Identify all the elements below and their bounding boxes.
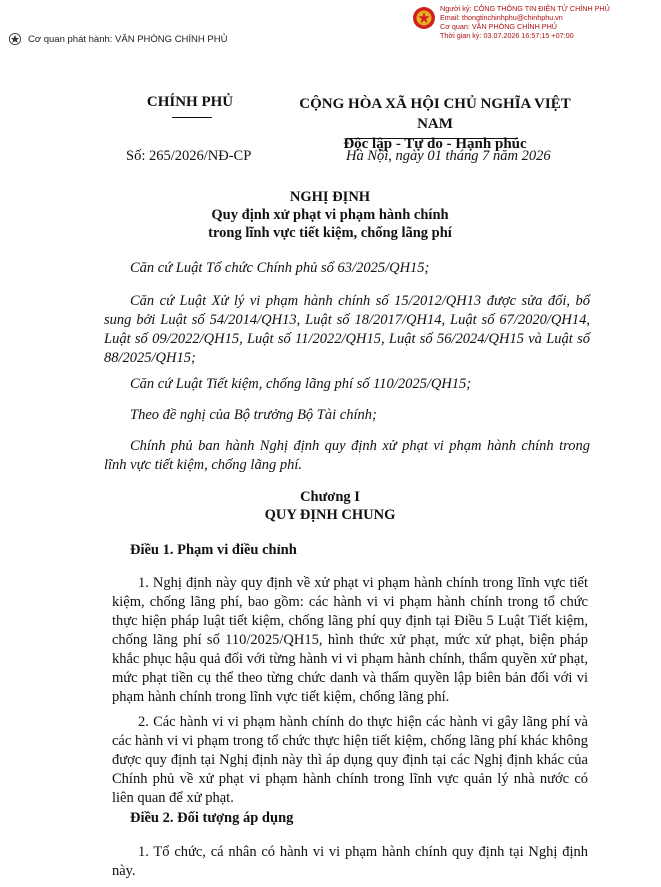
article-1-heading: Điều 1. Phạm vi điều chỉnh <box>130 542 297 558</box>
document-number: Số: 265/2026/NĐ-CP <box>126 148 252 164</box>
title-line-2: trong lĩnh vực tiết kiệm, chống lãng phí <box>208 225 452 241</box>
chapter-label: Chương I <box>300 489 360 505</box>
signature-signer: Người ký: CÔNG THÔNG TIN ĐIỆN TỬ CHÍNH PHỦ <box>440 4 610 13</box>
doc-type: NGHỊ ĐỊNH <box>289 189 371 205</box>
preamble-3: Căn cứ Luật Tiết kiệm, chống lãng phí số 110/2025/QH15; <box>130 376 472 392</box>
motto: Độc lập - Tự do - Hạnh phúc <box>343 136 527 152</box>
agency-underline <box>172 117 212 118</box>
article-1-clause-2: 2. Các hành vi vi phạm hành chính do thực hiện các hành vi gây lãng phí và các hành vi vi phạm trong tổ chức thực hiện tiết kiệm, chống lãng phí khác không được quy định tại Nghị định này thì áp dụng quy định tại các Nghị định khác của Chính phủ về xử phạt vi phạm hành chính trong lĩnh vực quản lý nhà nước có liên quan để xử phạt. <box>112 714 588 806</box>
signature-time: Thời gian ký: 03.07.2026 16:57:15 +07:00 <box>440 31 574 40</box>
national-header <box>280 94 590 154</box>
motto-underline <box>346 138 518 139</box>
preamble-2: Căn cứ Luật Xử lý vi phạm hành chính số 15/2012/QH13 được sửa đổi, bổ sung bởi Luật số 54/2014/QH13, Luật số 18/2017/QH14, Luật số 67/2020/QH14, Luật số 09/2022/QH15, Luật số 11/2022/QH15, Luật số 56/2024/QH15 và Luật số 88/2025/QH15; <box>104 293 590 366</box>
chapter-name: QUY ĐỊNH CHUNG <box>264 507 396 523</box>
signature-agency: Cơ quan: VĂN PHÒNG CHÍNH PHỦ <box>440 22 557 31</box>
place-date: Hà Nội, ngày 01 tháng 7 năm 2026 <box>346 148 551 164</box>
article-1-clause-1: 1. Nghị định này quy định về xử phạt vi phạm hành chính trong lĩnh vực tiết kiệm, chống lãng phí, bao gồm: các hành vi vi phạm hành chính trong tổ chức thực hiện pháp luật tiết kiệm, chống lãng phí quy định tại Điều 5 Luật Tiết kiệm, chống lãng phí số 110/2025/QH15, hình thức xử phạt, mức xử phạt, biện pháp khắc phục hậu quả đối với từng hành vi vi phạm hành chính, thẩm quyền xử phạt, mức phạt tiền cụ thể theo từng chức danh và thẩm quyền lập biên bản đối với vi phạm hành chính trong lĩnh vực tiết kiệm, chống lãng phí. <box>112 575 588 705</box>
preamble-5: Chính phủ ban hành Nghị định quy định xử phạt vi phạm hành chính trong lĩnh vực tiết kiệm, chống lãng phí. <box>104 438 590 473</box>
preamble-1: Căn cứ Luật Tổ chức Chính phủ số 63/2025/QH15; <box>130 260 430 276</box>
title-line-1: Quy định xử phạt vi phạm hành chính <box>211 207 449 223</box>
signature-email: Email: thongtinchinhphu@chinhphu.vn <box>440 13 563 22</box>
article-2-clause-1: 1. Tổ chức, cá nhân có hành vi vi phạm hành chính quy định tại Nghị định này. <box>112 844 588 879</box>
national-emblem-icon <box>412 6 436 30</box>
nation-name: CỘNG HÒA XÃ HỘI CHỦ NGHĨA VIỆT NAM <box>299 96 571 132</box>
document-title <box>100 188 560 242</box>
issuing-agency: CHÍNH PHỦ <box>146 94 234 110</box>
emblem-icon <box>8 32 22 46</box>
issuer-text: Cơ quan phát hành: VĂN PHÒNG CHÍNH PHỦ <box>28 33 228 45</box>
article-2-heading: Điều 2. Đối tượng áp dụng <box>130 810 294 826</box>
digital-signature <box>440 4 610 40</box>
preamble-4: Theo đề nghị của Bộ trưởng Bộ Tài chính; <box>130 407 377 423</box>
issuer-line <box>8 32 227 46</box>
